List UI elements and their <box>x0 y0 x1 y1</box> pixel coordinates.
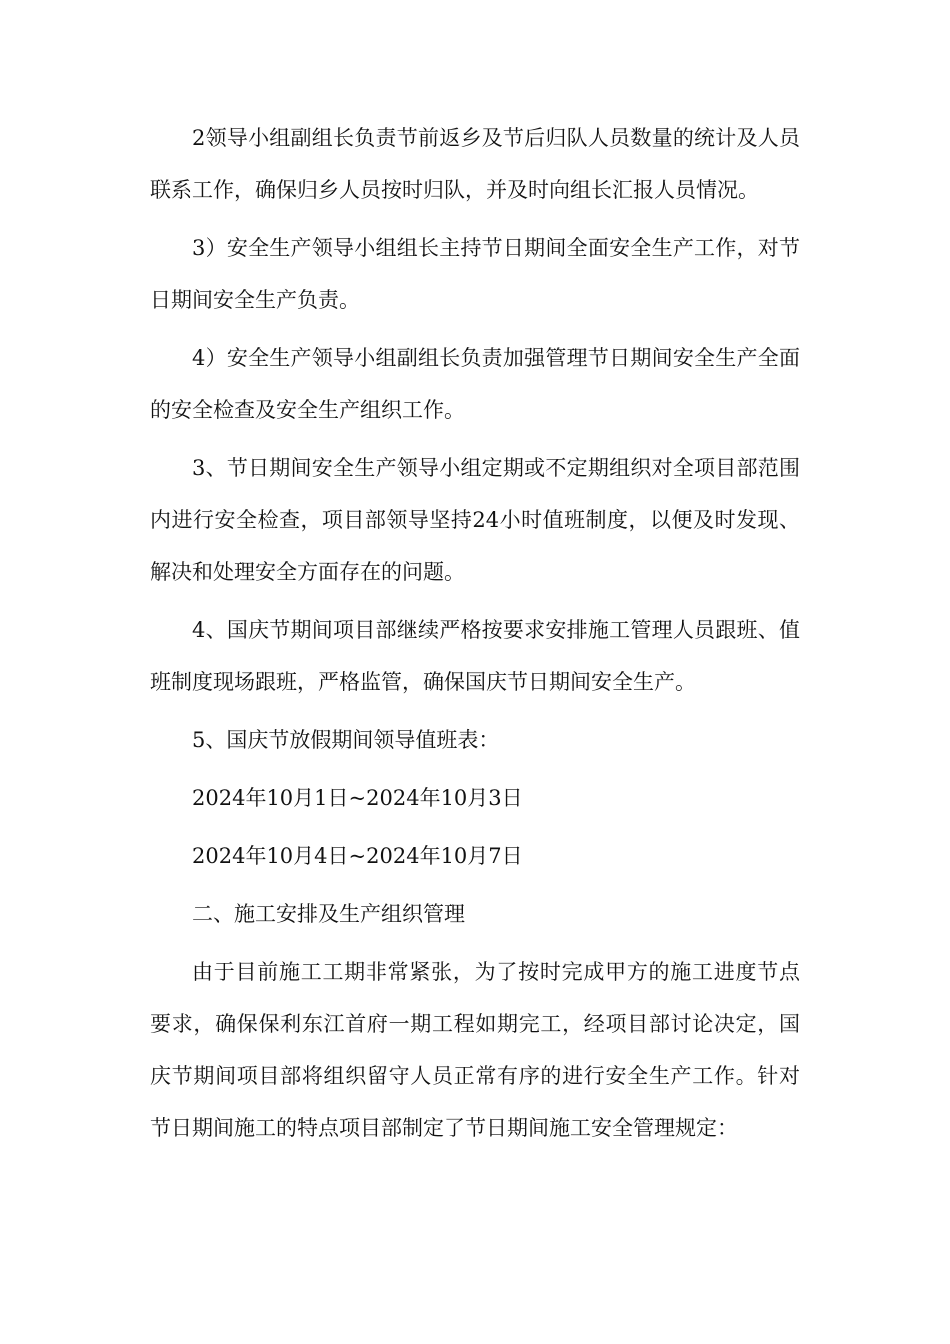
paragraph-deputy-leader-inspection: 4）安全生产领导小组副组长负责加强管理节日期间安全生产全面的安全检查及安全生产组织工作。 <box>150 346 800 422</box>
document-page <box>150 112 800 1160</box>
section-heading-construction: 二、施工安排及生产组织管理 <box>192 902 465 926</box>
duty-date-range-2: 2024年10月4日~2024年10月7日 <box>192 844 523 868</box>
paragraph-deputy-leader-return-duty: 2领导小组副组长负责节前返乡及节后归队人员数量的统计及人员联系工作，确保归乡人员按时归队，并及时向组长汇报人员情况。 <box>150 126 800 202</box>
paragraph-shift-system: 4、国庆节期间项目部继续严格按要求安排施工管理人员跟班、值班制度现场跟班，严格监管，确保国庆节日期间安全生产。 <box>150 618 800 694</box>
paragraph-leader-duty: 3）安全生产领导小组组长主持节日期间全面安全生产工作，对节日期间安全生产负责。 <box>150 236 800 312</box>
paragraph-duty-roster-title: 5、国庆节放假期间领导值班表： <box>192 728 500 752</box>
paragraph-construction-arrangement: 由于目前施工工期非常紧张，为了按时完成甲方的施工进度节点要求，确保保利东江首府一期工程如期完工，经项目部讨论决定，国庆节期间项目部将组织留守人员正常有序的进行安全生产工作。针对节日期间施工的特点项目部制定了节日期间施工安全管理规定： <box>150 960 800 1140</box>
duty-date-range-1: 2024年10月1日~2024年10月3日 <box>192 786 523 810</box>
paragraph-safety-inspection: 3、节日期间安全生产领导小组定期或不定期组织对全项目部范围内进行安全检查，项目部领导坚持24小时值班制度，以便及时发现、解决和处理安全方面存在的问题。 <box>150 456 800 584</box>
